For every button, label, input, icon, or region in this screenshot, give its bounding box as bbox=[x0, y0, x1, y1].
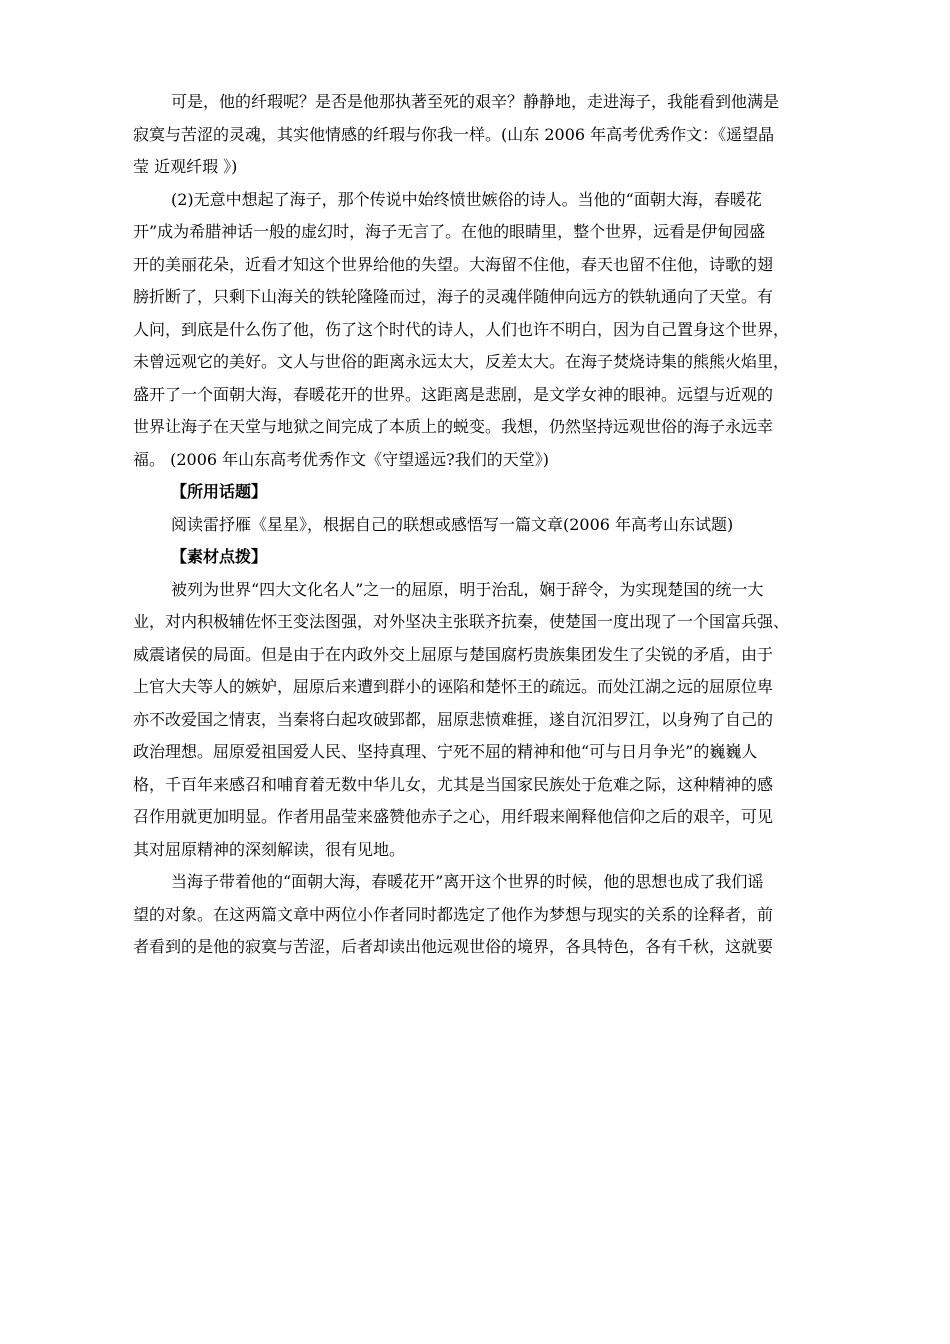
text-line: 威震诸侯的局面。但是由于在内政外交上屈原与楚国腐朽贵族集团发生了尖锐的矛盾，由于 bbox=[133, 644, 774, 664]
text-line: 政治理想。屈原爱祖国爱人民、坚持真理、宁死不屈的精神和他“可与日月争光”的巍巍人 bbox=[133, 742, 758, 761]
paragraph-2 bbox=[133, 184, 823, 477]
text-line: 当海子带着他的“面朝大海，春暖花开”离开这个世界的时候，他的思想也成了我们谣 bbox=[171, 872, 764, 891]
section-heading-topic: 【所用话题】 bbox=[171, 482, 268, 501]
text-line: 寂寞与苦涩的灵魂，其实他情感的纤瑕与你我一样。(山东 2006 年高考优秀作文：《遥望晶 bbox=[133, 124, 775, 144]
text-line: 可是，他的纤瑕呢？是否是他那执著至死的艰辛？静静地，走进海子，我能看到他满是 bbox=[171, 92, 780, 111]
paragraph-3 bbox=[133, 574, 823, 867]
text-line: 亦不改爱国之情衷，当秦将白起攻破郢都，屈原悲愤难捱，遂自沉汨罗江，以身殉了自己的 bbox=[133, 709, 774, 729]
text-line: 者看到的是他的寂寞与苦涩，后者却读出他远观世俗的境界，各具特色，各有千秋，这就要 bbox=[133, 937, 774, 956]
text-line: 格，千百年来感召和哺育着无数中华儿女，尤其是当国家民族处于危难之际，这种精神的感 bbox=[133, 774, 774, 794]
text-line: 被列为世界“四大文化名人”之一的屈原，明于治乱，娴于辞令，为实现楚国的统一大 bbox=[171, 579, 764, 599]
text-line: 莹 近观纤瑕 》) bbox=[133, 157, 238, 176]
text-line: 业，对内积极辅佐怀王变法图强，对外坚决主张联齐抗秦，使楚国一度出现了一个国富兵强、 bbox=[133, 612, 790, 631]
document-page bbox=[133, 86, 823, 964]
topic-text: 阅读雷抒雁《星星》，根据自己的联想或感悟写一篇文章(2006 年高考山东试题) bbox=[171, 514, 734, 534]
text-line: 膀折断了，只剩下山海关的铁轮隆隆而过，海子的灵魂伴随伸向远方的铁轨通向了天堂。有 bbox=[133, 287, 774, 306]
text-line: 盛开了一个面朝大海，春暖花开的世界。这距离是悲剧，是文学女神的眼神。远望与近观的 bbox=[133, 384, 774, 404]
text-line: 未曾远观它的美好。文人与世俗的距离永远太大，反差太大。在海子焚烧诗集的熊熊火焰里， bbox=[133, 352, 790, 371]
text-line: 上官大夫等人的嫉妒，屈原后来遭到群小的诬陷和楚怀王的疏远。而处江湖之远的屈原位卑 bbox=[133, 677, 774, 696]
paragraph-4 bbox=[133, 866, 823, 964]
text-line: 其对屈原精神的深刻解读，很有见地。 bbox=[133, 839, 406, 859]
section-heading-material: 【素材点拨】 bbox=[171, 547, 268, 566]
text-line: 福。 (2006 年山东高考优秀作文《守望遥远?我们的天堂》) bbox=[133, 449, 549, 469]
text-line: 人问，到底是什么伤了他，伤了这个时代的诗人，人们也许不明白，因为自己置身这个世界， bbox=[133, 319, 790, 339]
text-line: 召作用就更加明显。作者用晶莹来盛赞他赤子之心，用纤瑕来阐释他信仰之后的艰辛，可见 bbox=[133, 807, 774, 826]
text-line: 开的美丽花朵，近看才知这个世界给他的失望。大海留不住他，春天也留不住他，诗歌的翅 bbox=[133, 254, 774, 274]
text-line: (2)无意中想起了海子，那个传说中始终愤世嫉俗的诗人。当他的“面朝大海，春暖花 bbox=[171, 189, 762, 209]
text-line: 世界让海子在天堂与地狱之间完成了本质上的蜕变。我想，仍然坚持远观世俗的海子永远幸 bbox=[133, 417, 774, 436]
text-line: 开”成为希腊神话一般的虚幻时，海子无言了。在他的眼睛里，整个世界，远看是伊甸园盛 bbox=[133, 222, 766, 241]
paragraph-1 bbox=[133, 86, 823, 184]
text-line: 望的对象。在这两篇文章中两位小作者同时都选定了他作为梦想与现实的关系的诠释者，前 bbox=[133, 904, 774, 924]
